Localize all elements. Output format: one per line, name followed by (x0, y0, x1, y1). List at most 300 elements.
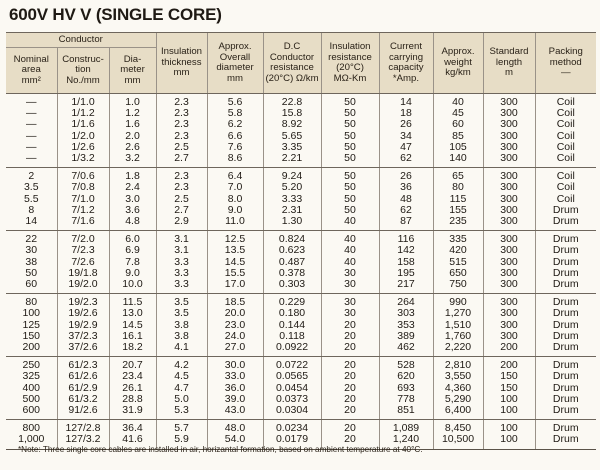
table-cell: 600 (6, 405, 57, 420)
table-cell: Drum (535, 420, 596, 435)
row-group (6, 94, 596, 168)
table-cell: 50 (321, 142, 379, 153)
table-cell: 7/1.6 (57, 216, 109, 231)
table-cell: 100 (483, 420, 535, 435)
table-row (6, 405, 596, 420)
table-cell: 2.21 (263, 153, 321, 168)
table-cell: 300 (483, 153, 535, 168)
table-cell: 0.229 (263, 294, 321, 309)
diameter-header: Dia- meter mm (109, 48, 156, 94)
table-cell: — (26, 140, 37, 153)
table-cell: Drum (535, 405, 596, 420)
table-cell: 60 (433, 119, 483, 130)
table-cell: 26 (379, 168, 433, 183)
table-cell: 300 (483, 182, 535, 193)
table-cell: 2.5 (156, 194, 207, 205)
table-cell: 7.0 (207, 182, 263, 193)
cable-spec-table (6, 33, 596, 450)
table-cell: 2.9 (156, 216, 207, 231)
table-cell: 20 (321, 357, 379, 372)
table-cell: 40 (321, 231, 379, 246)
table-cell: 300 (483, 279, 535, 294)
table-cell: 0.0565 (263, 371, 321, 382)
table-cell: 50 (321, 119, 379, 130)
table-cell: 300 (483, 168, 535, 183)
table-cell: 300 (483, 94, 535, 109)
table-cell: 7/0.6 (57, 168, 109, 183)
table-cell: 7/1.2 (57, 205, 109, 216)
table-cell: 2.4 (109, 182, 156, 193)
table-cell: 61/2.3 (57, 357, 109, 372)
table-cell: 14 (379, 94, 433, 109)
table-cell: 7/2.6 (57, 257, 109, 268)
table-cell: 50 (321, 94, 379, 109)
table-cell: 5.8 (207, 108, 263, 119)
table-cell: 23.4 (109, 371, 156, 382)
standard-length-header: Standard length m (483, 33, 535, 94)
table-cell: 45 (433, 108, 483, 119)
table-cell: 19/2.9 (57, 320, 109, 331)
table-cell: — (6, 153, 57, 168)
insulation-thickness-header: Insulation thickness mm (156, 33, 207, 94)
construction-header: Construc- tion No./mm (57, 48, 109, 94)
table-cell: 26.1 (109, 383, 156, 394)
table-cell: 61/2.9 (57, 383, 109, 394)
table-cell: 300 (483, 131, 535, 142)
table-cell: 2.7 (156, 153, 207, 168)
table-cell: 2,810 (433, 357, 483, 372)
table-cell: 14.5 (109, 320, 156, 331)
table-cell: 36 (379, 182, 433, 193)
table-cell: — (26, 118, 37, 131)
row-group (6, 168, 596, 231)
table-cell: 18.5 (207, 294, 263, 309)
table-cell: 13.0 (109, 308, 156, 319)
table-cell: 150 (483, 383, 535, 394)
table-cell: Drum (535, 320, 596, 331)
table-cell: 7/0.8 (57, 182, 109, 193)
table-cell: 1.2 (109, 108, 156, 119)
table-cell: 250 (22, 359, 41, 372)
table-cell: 5.20 (263, 182, 321, 193)
table-cell: 33.0 (207, 371, 263, 382)
table-cell: 353 (379, 320, 433, 331)
table-cell: 150 (483, 371, 535, 382)
table-cell: 61/3.2 (57, 394, 109, 405)
table-cell: 620 (379, 371, 433, 382)
table-cell: 420 (433, 245, 483, 256)
table-cell: 37/2.6 (57, 342, 109, 357)
table-cell: 2.3 (156, 182, 207, 193)
table-cell: 800 (22, 422, 41, 435)
table-cell: 8.0 (207, 194, 263, 205)
table-row (6, 119, 596, 130)
table-cell: 140 (433, 153, 483, 168)
table-cell: 1/1.2 (57, 108, 109, 119)
table-cell: 6.6 (207, 131, 263, 142)
table-cell: 11.5 (109, 294, 156, 309)
table-cell: — (26, 96, 37, 108)
table-cell: 7.6 (207, 142, 263, 153)
table-cell: 0.824 (263, 231, 321, 246)
table-cell: 20 (321, 405, 379, 420)
table-cell: 2.6 (109, 142, 156, 153)
table-cell: 14.5 (207, 257, 263, 268)
table-cell: 0.303 (263, 279, 321, 294)
table-cell: 300 (483, 331, 535, 342)
table-cell: 87 (379, 216, 433, 231)
table-cell: 5.7 (156, 420, 207, 435)
nominal-area-header: Nominal area mm² (6, 48, 57, 94)
table-cell: 200 (6, 342, 57, 357)
page-title: 600V HV V (SINGLE CORE) (9, 5, 222, 24)
table-cell: 300 (483, 268, 535, 279)
table-cell: 4.8 (109, 216, 156, 231)
table-cell: 778 (379, 394, 433, 405)
table-cell: 300 (483, 142, 535, 153)
table-cell: 50 (321, 153, 379, 168)
table-cell: 2.3 (156, 108, 207, 119)
table-cell: 50 (321, 108, 379, 119)
table-cell: 3.3 (156, 257, 207, 268)
table-cell: 30 (321, 279, 379, 294)
table-cell: 20 (321, 371, 379, 382)
table-cell: 750 (433, 279, 483, 294)
table-cell: 2.3 (156, 131, 207, 142)
table-cell: 1/2.6 (57, 142, 109, 153)
table-cell: 300 (483, 216, 535, 231)
table-cell: 50 (25, 266, 38, 279)
table-cell: 1.30 (263, 216, 321, 231)
table-cell: 1/3.2 (57, 153, 109, 168)
table-cell: 28.8 (109, 394, 156, 405)
overall-diameter-header: Approx. Overall diameter mm (207, 33, 263, 94)
table-cell: 17.0 (207, 279, 263, 294)
table-cell: 30.0 (207, 357, 263, 372)
current-capacity-header: Current carrying capacity *Amp. (379, 33, 433, 94)
table-cell: Drum (535, 383, 596, 394)
table-cell: 13.5 (207, 245, 263, 256)
table-cell: 1/1.0 (57, 94, 109, 109)
table-cell: 2.3 (156, 119, 207, 130)
table-cell: 1.6 (109, 119, 156, 130)
table-cell: 100 (22, 307, 41, 320)
table-cell: 0.0373 (263, 394, 321, 405)
table-cell: 3.1 (156, 245, 207, 256)
dc-resistance-header: D.C Conductor resistance (20°C) Ω/km (263, 33, 321, 94)
table-cell: Coil (535, 168, 596, 183)
table-cell: 18.2 (109, 342, 156, 357)
table-cell: 5.3 (156, 405, 207, 420)
table-cell: 300 (483, 294, 535, 309)
table-cell: 303 (379, 308, 433, 319)
table-cell: 14 (6, 216, 57, 231)
table-cell: 65 (433, 168, 483, 183)
table-cell: 6.2 (207, 119, 263, 130)
table-cell: 20 (321, 383, 379, 394)
table-cell: 3.8 (156, 320, 207, 331)
table-cell: 8 (28, 203, 35, 216)
table-cell: 0.0722 (263, 357, 321, 372)
table-cell: 300 (483, 194, 535, 205)
table-row (6, 94, 596, 109)
row-group (6, 357, 596, 420)
table-cell: 40 (321, 216, 379, 231)
table-cell: 19/2.3 (57, 294, 109, 309)
table-cell: 300 (483, 205, 535, 216)
table-cell: 1,760 (433, 331, 483, 342)
table-cell: 389 (379, 331, 433, 342)
table-cell: 50 (321, 194, 379, 205)
table-cell: Coil (535, 153, 596, 168)
table-cell: 20 (321, 320, 379, 331)
table-cell: — (26, 129, 37, 142)
table-row (6, 279, 596, 294)
table-row (6, 420, 596, 435)
table-cell: 1/2.0 (57, 131, 109, 142)
table-cell: 300 (483, 108, 535, 119)
table-cell: 851 (379, 405, 433, 420)
table-cell: 300 (483, 245, 535, 256)
table-cell: 1.8 (109, 168, 156, 183)
table-cell: 15.5 (207, 268, 263, 279)
table-cell: 40 (321, 245, 379, 256)
table-cell: 3.5 (23, 181, 39, 194)
table-cell: 4,360 (433, 383, 483, 394)
table-cell: 0.0179 (263, 434, 321, 449)
table-cell: Drum (535, 308, 596, 319)
table-cell: 3.35 (263, 142, 321, 153)
table-cell: Coil (535, 131, 596, 142)
table-cell: 990 (433, 294, 483, 309)
table-cell: 1,240 (379, 434, 433, 449)
table-cell: 264 (379, 294, 433, 309)
table-cell: Drum (535, 357, 596, 372)
table-cell: 91/2.6 (57, 405, 109, 420)
table-cell: 300 (483, 119, 535, 130)
table-cell: 200 (483, 342, 535, 357)
table-cell: 22.8 (263, 94, 321, 109)
table-cell: 325 (22, 370, 41, 383)
table-cell: 16.1 (109, 331, 156, 342)
table-cell: 5,290 (433, 394, 483, 405)
table-cell: 8.92 (263, 119, 321, 130)
table-cell: Drum (535, 268, 596, 279)
table-cell: 3.2 (109, 153, 156, 168)
table-row (6, 342, 596, 357)
table-row (6, 231, 596, 246)
table-row (6, 294, 596, 309)
table-cell: 0.118 (263, 331, 321, 342)
table-cell: 1,000 (6, 434, 57, 449)
table-cell: 5.65 (263, 131, 321, 142)
table-cell: 50 (321, 131, 379, 142)
table-cell: 150 (22, 329, 41, 342)
table-cell: 4.1 (156, 342, 207, 357)
approx-weight-header: Approx. weight kg/km (433, 33, 483, 94)
table-cell: 2.31 (263, 205, 321, 216)
table-cell: 0.487 (263, 257, 321, 268)
table-cell: 9.0 (207, 205, 263, 216)
table-row (6, 357, 596, 372)
table-cell: 60 (6, 279, 57, 294)
table-cell: 36.0 (207, 383, 263, 394)
table-cell: 462 (379, 342, 433, 357)
table-cell: 6.0 (109, 231, 156, 246)
table-cell: Drum (535, 294, 596, 309)
footnote: *Note: Three single core cables are installed in air, horizantal formation, based on ambient temperature at 40°C. (18, 445, 423, 454)
table-cell: 5.9 (156, 434, 207, 449)
table-cell: 2,220 (433, 342, 483, 357)
table-cell: 20.7 (109, 357, 156, 372)
table-cell: 3.6 (109, 205, 156, 216)
table-cell: Coil (535, 94, 596, 109)
table-cell: 48.0 (207, 420, 263, 435)
table-cell: 10.0 (109, 279, 156, 294)
table-cell: 47 (379, 142, 433, 153)
table-cell: 50 (321, 205, 379, 216)
table-cell: Drum (535, 257, 596, 268)
table-cell: Drum (535, 205, 596, 216)
table-cell: 7/2.3 (57, 245, 109, 256)
table-cell: Drum (535, 279, 596, 294)
table-cell: 0.0304 (263, 405, 321, 420)
table-cell: 1/1.6 (57, 119, 109, 130)
table-cell: 6.9 (109, 245, 156, 256)
insulation-resistance-header: Insulation resistance (20°C) MΩ-Km (321, 33, 379, 94)
row-group (6, 294, 596, 357)
table-row (6, 182, 596, 193)
table-cell: 127/2.8 (57, 420, 109, 435)
table-row (6, 245, 596, 256)
table-cell: 528 (379, 357, 433, 372)
table-cell: 31.9 (109, 405, 156, 420)
table-cell: 23.0 (207, 320, 263, 331)
table-cell: 142 (379, 245, 433, 256)
table-cell: Coil (535, 194, 596, 205)
table-cell: 300 (483, 257, 535, 268)
table-cell: 8,450 (433, 420, 483, 435)
table-cell: 19/1.8 (57, 268, 109, 279)
table-cell: 9.24 (263, 168, 321, 183)
table-cell: 115 (433, 194, 483, 205)
table-cell: 0.378 (263, 268, 321, 279)
table-cell: 54.0 (207, 434, 263, 449)
table-row (6, 371, 596, 382)
table-cell: 3,550 (433, 371, 483, 382)
table-cell: 5.0 (156, 394, 207, 405)
table-cell: 50 (321, 182, 379, 193)
table-cell: 300 (483, 308, 535, 319)
table-cell: 61/2.6 (57, 371, 109, 382)
table-cell: 3.5 (156, 308, 207, 319)
table-cell: 18 (379, 108, 433, 119)
table-cell: 100 (483, 434, 535, 449)
table-cell: 0.180 (263, 308, 321, 319)
table-cell: 3.5 (156, 294, 207, 309)
table-cell: Drum (535, 231, 596, 246)
table-cell: Coil (535, 108, 596, 119)
table-cell: 38 (25, 255, 38, 268)
table-cell: Drum (535, 245, 596, 256)
table-cell: Coil (535, 119, 596, 130)
table-cell: 2.3 (156, 168, 207, 183)
table-cell: 3.33 (263, 194, 321, 205)
table-cell: 693 (379, 383, 433, 394)
table-cell: 158 (379, 257, 433, 268)
table-cell: 155 (433, 205, 483, 216)
table-cell: 3.3 (156, 279, 207, 294)
table-cell: 515 (433, 257, 483, 268)
table-cell: 80 (25, 296, 38, 309)
table-cell: 0.623 (263, 245, 321, 256)
table-cell: 12.5 (207, 231, 263, 246)
table-row (6, 216, 596, 231)
table-cell: 2.0 (109, 131, 156, 142)
table-cell: Coil (535, 142, 596, 153)
table-cell: 0.0922 (263, 342, 321, 357)
table-cell: 26 (379, 119, 433, 130)
table-row (6, 168, 596, 183)
table-cell: 235 (433, 216, 483, 231)
table-cell: 36.4 (109, 420, 156, 435)
table-cell: 217 (379, 279, 433, 294)
table-cell: 20 (321, 394, 379, 405)
table-cell: 125 (22, 318, 41, 331)
table-cell: 10,500 (433, 434, 483, 449)
table-cell: 300 (483, 231, 535, 246)
table-cell: 1.0 (109, 94, 156, 109)
table-cell: 40 (321, 257, 379, 268)
table-cell: 30 (321, 308, 379, 319)
table-cell: Drum (535, 216, 596, 231)
table-cell: Drum (535, 394, 596, 405)
table-cell: 3.0 (109, 194, 156, 205)
table-cell: 19/2.0 (57, 279, 109, 294)
table-cell: 34 (379, 131, 433, 142)
table-header (6, 33, 596, 94)
table-cell: 40 (433, 94, 483, 109)
table-cell: 100 (483, 405, 535, 420)
table-cell: 62 (379, 153, 433, 168)
table-cell: 20 (321, 342, 379, 357)
table-cell: 11.0 (207, 216, 263, 231)
table-cell: Drum (535, 371, 596, 382)
table-cell: 0.0234 (263, 420, 321, 435)
table-cell: 1,089 (379, 420, 433, 435)
table-cell: 650 (433, 268, 483, 279)
table-cell: 20 (321, 434, 379, 449)
table-cell: 80 (433, 182, 483, 193)
table-cell: 2.3 (156, 94, 207, 109)
table-cell: 335 (433, 231, 483, 246)
table-cell: 19/2.6 (57, 308, 109, 319)
table-cell: 7/1.0 (57, 194, 109, 205)
table-cell: 200 (483, 357, 535, 372)
table-cell: 85 (433, 131, 483, 142)
row-group (6, 231, 596, 294)
conductor-header: Conductor (6, 33, 156, 48)
table-cell: 4.7 (156, 383, 207, 394)
table-cell: 2.7 (156, 205, 207, 216)
table-cell: 9.0 (109, 268, 156, 279)
table-cell: 0.144 (263, 320, 321, 331)
table-cell: 20.0 (207, 308, 263, 319)
table-cell: 4.5 (156, 371, 207, 382)
table-row (6, 153, 596, 168)
table-cell: 3.3 (156, 268, 207, 279)
table-cell: 6,400 (433, 405, 483, 420)
